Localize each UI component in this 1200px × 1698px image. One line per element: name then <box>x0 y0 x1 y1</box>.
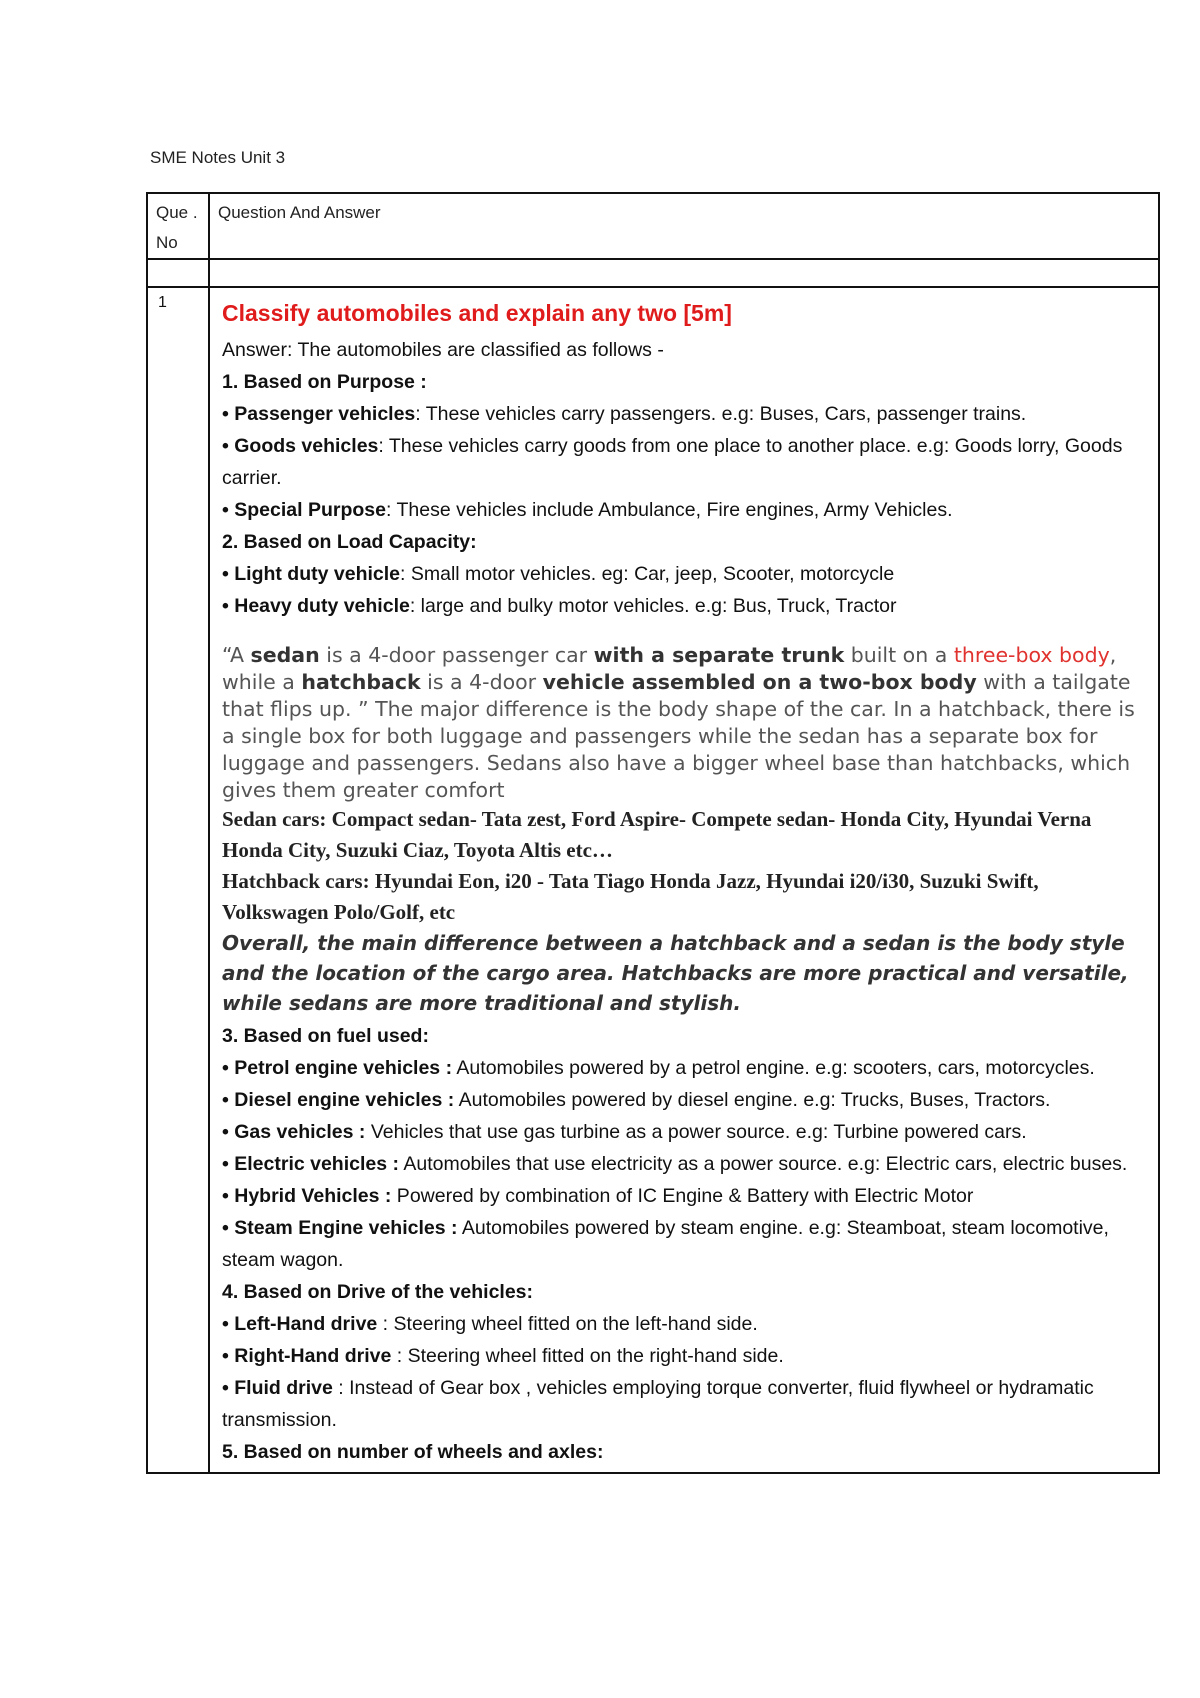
question-number: 1 <box>158 294 167 311</box>
list-item: • Goods vehicles: These vehicles carry goods from one place to another place. e.g: Goods lorry, Goods carrier. <box>222 435 1123 489</box>
list-item: • Steam Engine vehicles : Automobiles powered by steam engine. e.g: Steamboat, steam locomotive, steam wagon. <box>222 1217 1109 1271</box>
answer-intro: Answer: The automobiles are classified as follows - <box>222 339 664 361</box>
list-item: • Fluid drive : Instead of Gear box , vehicles employing torque converter, fluid flywheel or hydramatic transmission. <box>222 1377 1094 1431</box>
list-item: • Diesel engine vehicles : Automobiles powered by diesel engine. e.g: Trucks, Buses, Tractors. <box>222 1089 1051 1111</box>
list-item: • Petrol engine vehicles : Automobiles powered by a petrol engine. e.g: scooters, cars, motorcycles. <box>222 1057 1095 1079</box>
qa-table <box>146 192 1160 1474</box>
answer-content <box>210 288 1158 1472</box>
section-heading-drive: 4. Based on Drive of the vehicles: <box>222 1281 534 1303</box>
list-item: • Hybrid Vehicles : Powered by combination of IC Engine & Battery with Electric Motor <box>222 1185 974 1207</box>
list-item: • Gas vehicles : Vehicles that use gas turbine as a power source. e.g: Turbine powered cars. <box>222 1121 1027 1143</box>
list-item: • Light duty vehicle: Small motor vehicles. eg: Car, jeep, Scooter, motorcycle <box>222 563 895 585</box>
list-item: • Passenger vehicles: These vehicles carry passengers. e.g: Buses, Cars, passenger trains. <box>222 403 1027 425</box>
section-heading-purpose: 1. Based on Purpose : <box>222 371 427 393</box>
list-item: • Electric vehicles : Automobiles that use electricity as a power source. e.g: Electric cars, electric buses. <box>222 1153 1128 1175</box>
document-title: SME Notes Unit 3 <box>150 148 286 167</box>
section-heading-load-capacity: 2. Based on Load Capacity: <box>222 531 477 553</box>
question-title: Classify automobiles and explain any two [5m] <box>222 300 732 326</box>
hatchback-cars-examples: Hatchback cars: Hyundai Eon, i20 - Tata Tiago Honda Jazz, Hyundai i20/i30, Suzuki Swift, Volkswagen Polo/Golf, etc <box>222 869 1039 924</box>
section-heading-fuel: 3. Based on fuel used: <box>222 1025 429 1047</box>
section-heading-wheels-axles: 5. Based on number of wheels and axles: <box>222 1441 604 1463</box>
table-header-row <box>147 193 1159 259</box>
col-header-question-answer: Question And Answer <box>218 203 381 222</box>
list-item: • Special Purpose: These vehicles include Ambulance, Fire engines, Army Vehicles. <box>222 499 953 521</box>
col-header-que-no: Que . No <box>156 203 198 252</box>
sedan-cars-examples: Sedan cars: Compact sedan- Tata zest, Ford Aspire- Compete sedan- Honda City, Hyundai Verna Honda City, Suzuki Ciaz, Toyota Altis etc… <box>222 807 1092 862</box>
list-item: • Heavy duty vehicle: large and bulky motor vehicles. e.g: Bus, Truck, Tractor <box>222 595 897 617</box>
sedan-hatchback-paragraph: “A sedan is a 4-door passenger car with a separate trunk built on a three-box body, while a hatchback is a 4-door vehicle assembled on a two-box body with a tailgate that flips up. ” The major difference is the body shape of the car. In a hatchback, there is a single box for both luggage and passengers while the sedan has a separate box for luggage and passengers. Sedans also have a bigger wheel base than hatchbacks, which gives them greater comfort <box>222 643 1135 802</box>
list-item: • Right-Hand drive : Steering wheel fitted on the right-hand side. <box>222 1345 784 1367</box>
table-empty-row <box>147 259 1159 287</box>
overall-summary: Overall, the main difference between a hatchback and a sedan is the body style and the location of the cargo area. Hatchbacks are more practical and versatile, while sedans are more traditional and stylish. <box>222 931 1129 1015</box>
table-row <box>147 287 1159 1473</box>
list-item: • Left-Hand drive : Steering wheel fitted on the left-hand side. <box>222 1313 758 1335</box>
